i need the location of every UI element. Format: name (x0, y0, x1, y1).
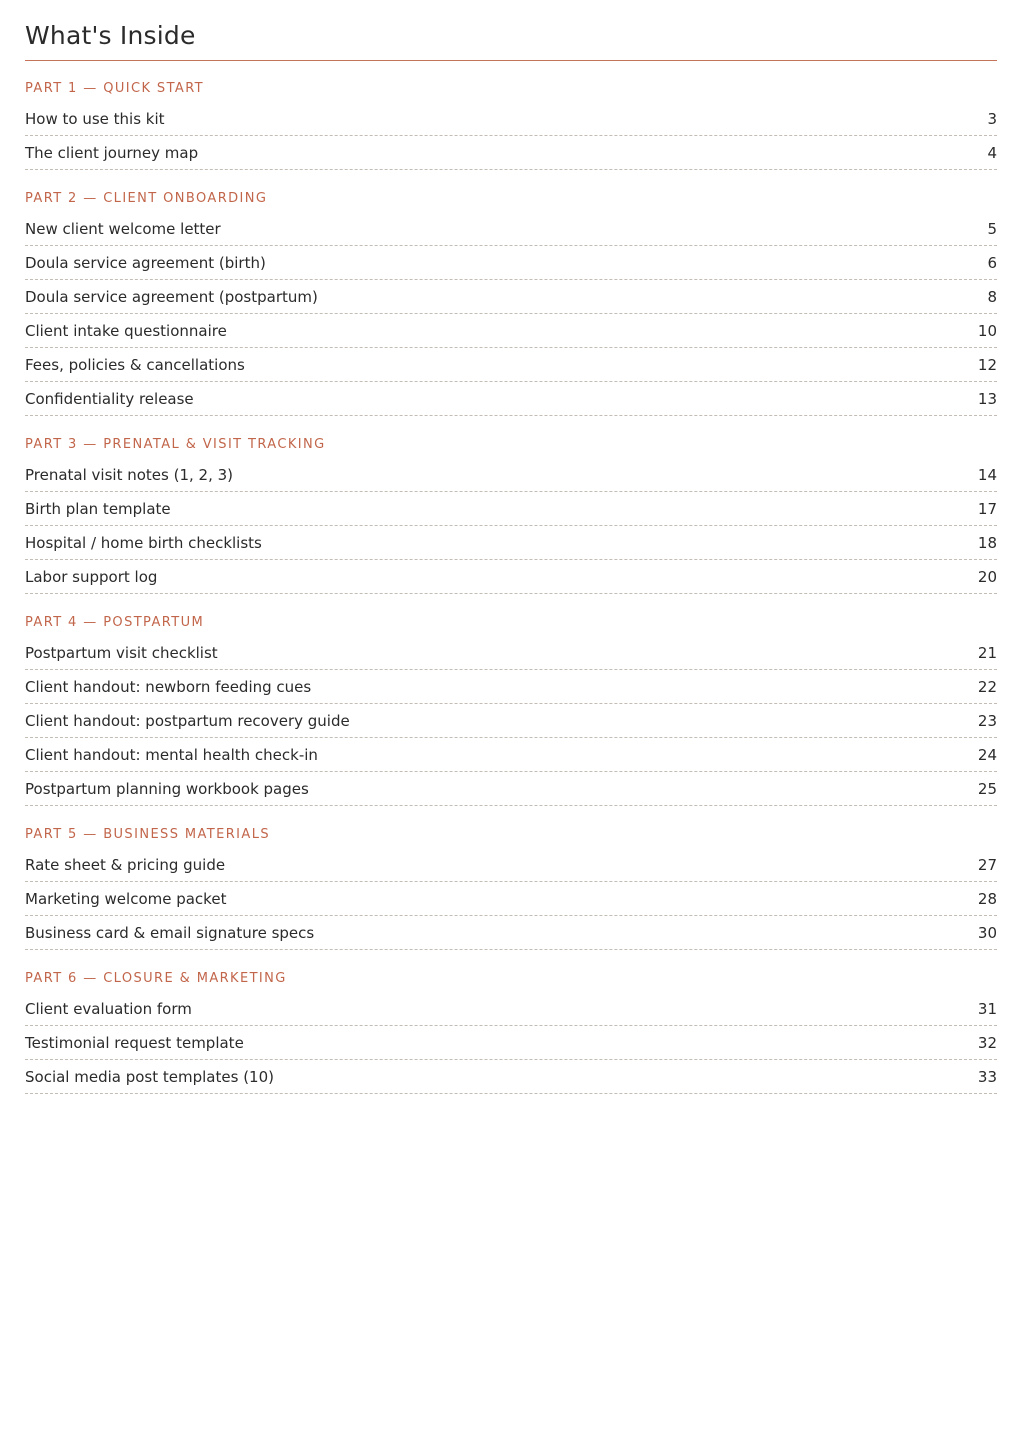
toc-entry-label: Client intake questionnaire (25, 322, 227, 340)
toc-entry-page-number: 30 (977, 924, 997, 942)
toc-section (25, 191, 997, 416)
toc-entry[interactable] (25, 704, 997, 738)
toc-entry-page-number: 31 (977, 1000, 997, 1018)
toc-entry-page-number: 6 (987, 254, 997, 272)
toc-entry-label: Doula service agreement (birth) (25, 254, 266, 272)
toc-entry-label: The client journey map (25, 144, 199, 162)
title-divider (25, 60, 997, 61)
toc-entry[interactable] (25, 916, 997, 950)
toc-entry[interactable] (25, 848, 997, 882)
section-heading: PART 2 — CLIENT ONBOARDING (25, 191, 268, 206)
toc-entry-page-number: 21 (977, 644, 997, 662)
toc-entry[interactable] (25, 458, 997, 492)
toc-entry-page-number: 25 (977, 780, 997, 798)
section-heading: PART 4 — POSTPARTUM (25, 615, 205, 630)
toc-entry[interactable] (25, 314, 997, 348)
toc-entry-page-number: 20 (977, 568, 997, 586)
page-title: What's Inside (25, 21, 196, 50)
toc-entry[interactable] (25, 136, 997, 170)
section-heading: PART 1 — QUICK START (25, 81, 205, 96)
toc-entry-label: Doula service agreement (postpartum) (25, 288, 318, 306)
toc-entry[interactable] (25, 280, 997, 314)
toc-entry[interactable] (25, 1026, 997, 1060)
toc-section (25, 615, 997, 806)
toc-entry[interactable] (25, 738, 997, 772)
toc-entry[interactable] (25, 246, 997, 280)
toc-entry-label: Client evaluation form (25, 1000, 192, 1018)
toc-entry[interactable] (25, 526, 997, 560)
toc-entry-page-number: 28 (977, 890, 997, 908)
toc-entry-label: Client handout: newborn feeding cues (25, 678, 312, 696)
toc-entry-page-number: 33 (977, 1068, 997, 1086)
toc-entry[interactable] (25, 348, 997, 382)
toc-entry[interactable] (25, 382, 997, 416)
toc-entry[interactable] (25, 492, 997, 526)
toc-entry-label: Labor support log (25, 568, 158, 586)
toc-entry-page-number: 3 (987, 110, 997, 128)
toc-section (25, 827, 997, 950)
toc-section (25, 971, 997, 1094)
toc-entry-page-number: 5 (987, 220, 997, 238)
toc-entry-page-number: 13 (977, 390, 997, 408)
toc-entry-label: Marketing welcome packet (25, 890, 227, 908)
toc-entry[interactable] (25, 212, 997, 246)
toc-entry-label: Client handout: mental health check-in (25, 746, 318, 764)
toc-entry-page-number: 10 (977, 322, 997, 340)
toc-entry-label: Birth plan template (25, 500, 171, 518)
toc-entry-label: How to use this kit (25, 110, 165, 128)
toc-entry-label: Confidentiality release (25, 390, 194, 408)
section-heading: PART 3 — PRENATAL & VISIT TRACKING (25, 437, 326, 452)
toc-entry-page-number: 12 (977, 356, 997, 374)
toc-entry[interactable] (25, 670, 997, 704)
toc-entry[interactable] (25, 560, 997, 594)
toc-entry-page-number: 24 (977, 746, 997, 764)
section-heading: PART 6 — CLOSURE & MARKETING (25, 971, 287, 986)
toc-section (25, 81, 997, 170)
toc-entry-label: Fees, policies & cancellations (25, 356, 245, 374)
toc-entry-page-number: 23 (977, 712, 997, 730)
toc-entry-label: Postpartum planning workbook pages (25, 780, 309, 798)
toc-entry-page-number: 17 (977, 500, 997, 518)
section-heading: PART 5 — BUSINESS MATERIALS (25, 827, 271, 842)
toc-entry-page-number: 18 (977, 534, 997, 552)
toc-entry-label: Testimonial request template (25, 1034, 244, 1052)
toc-entry-page-number: 4 (987, 144, 997, 162)
toc-entry[interactable] (25, 636, 997, 670)
toc-entry-label: Client handout: postpartum recovery guide (25, 712, 350, 730)
toc-entry-label: New client welcome letter (25, 220, 221, 238)
toc-section (25, 437, 997, 594)
toc-entry-label: Postpartum visit checklist (25, 644, 218, 662)
toc-entry-label: Business card & email signature specs (25, 924, 315, 942)
toc-entry-label: Rate sheet & pricing guide (25, 856, 226, 874)
toc-entry[interactable] (25, 102, 997, 136)
toc-entry-page-number: 32 (977, 1034, 997, 1052)
toc-entry-page-number: 27 (977, 856, 997, 874)
table-of-contents (25, 81, 997, 1094)
toc-entry-label: Hospital / home birth checklists (25, 534, 262, 552)
toc-entry[interactable] (25, 1060, 997, 1094)
toc-entry[interactable] (25, 992, 997, 1026)
toc-entry-label: Social media post templates (10) (25, 1068, 274, 1086)
toc-entry-page-number: 22 (977, 678, 997, 696)
toc-entry-label: Prenatal visit notes (1, 2, 3) (25, 466, 234, 484)
toc-entry[interactable] (25, 772, 997, 806)
toc-entry[interactable] (25, 882, 997, 916)
toc-entry-page-number: 8 (987, 288, 997, 306)
toc-entry-page-number: 14 (977, 466, 997, 484)
